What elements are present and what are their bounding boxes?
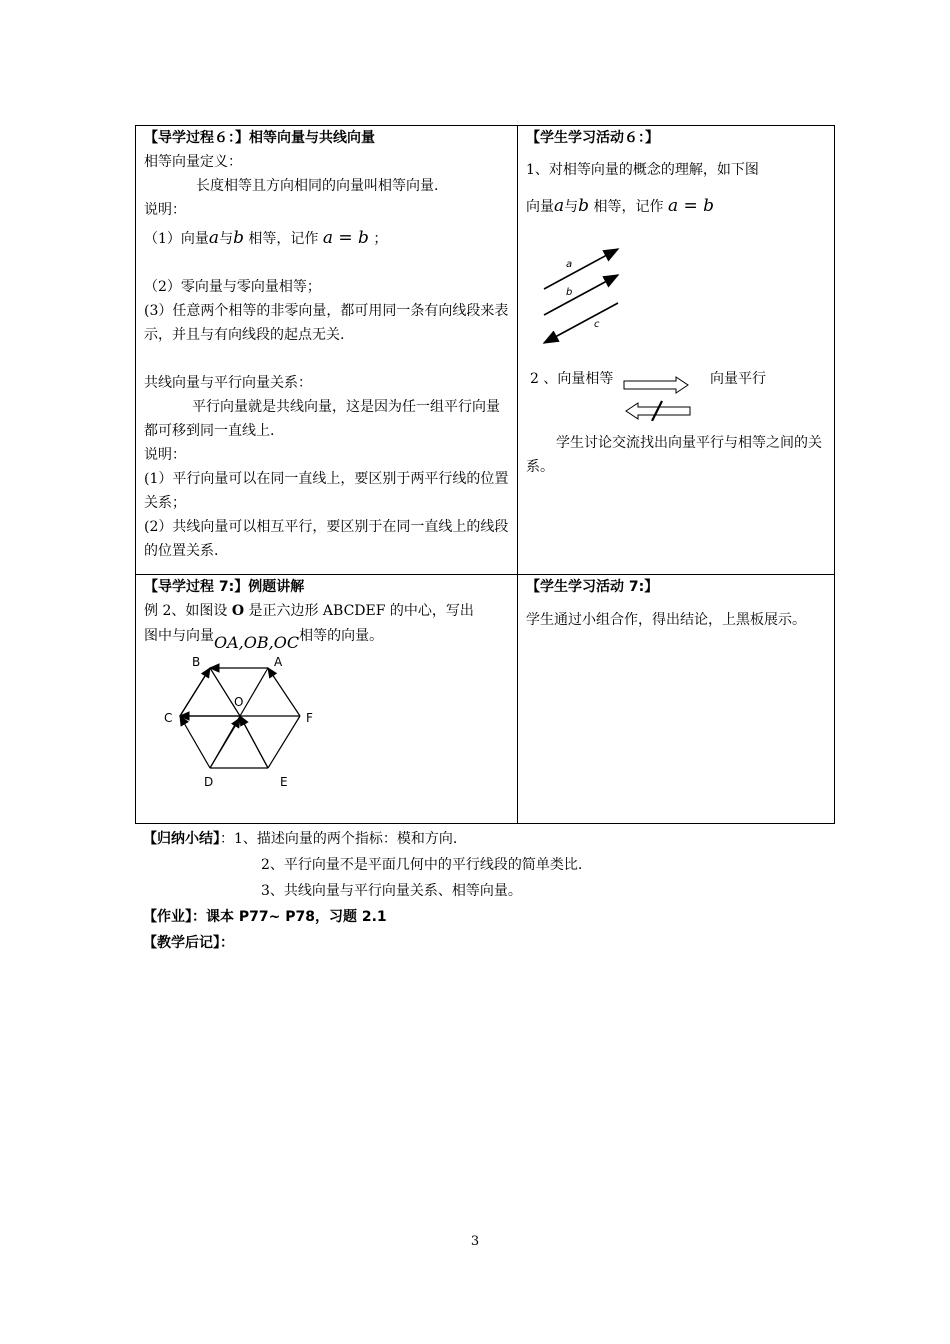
summary-item-1: ：1、描述向量的两个指标：模和方向. xyxy=(220,831,458,847)
page-number: 3 xyxy=(470,1234,480,1249)
implication-arrows xyxy=(622,371,702,421)
label-a: A xyxy=(274,656,283,669)
activity-7-text: 学生通过小组合作，得出结论，上黑板展示。 xyxy=(526,612,806,628)
footer-section xyxy=(143,826,582,956)
label-b: B xyxy=(192,656,201,669)
and-text: 与 xyxy=(564,199,579,215)
vector-b-symbol: b xyxy=(578,196,590,216)
activity-6-p1: 1、对相等向量的概念的理解，如下图 xyxy=(526,162,759,178)
guide-process-7-title: 【导学过程 7:】例题讲解 xyxy=(144,579,305,595)
relation-text: 平行向量就是共线向量，这是因为任一组平行向量都可移到同一直线上. xyxy=(144,399,500,439)
guide-process-7-cell xyxy=(136,575,518,824)
semicolon: ； xyxy=(373,231,388,247)
summary-item-2: 2、平行向量不是平面几何中的平行线段的简单类比. xyxy=(261,857,583,873)
vector-a-symbol: a xyxy=(554,196,565,216)
note-item-2: （2）零向量与零向量相等； xyxy=(144,279,321,295)
student-activity-6-cell xyxy=(518,126,835,575)
label-e: E xyxy=(280,775,288,789)
equal-vectors-label: 2 、向量相等 xyxy=(530,371,614,387)
label-b: b xyxy=(566,287,573,298)
student-activity-7-cell xyxy=(518,575,835,824)
note-item-1 xyxy=(144,226,509,251)
parallel-vectors-label: 向量平行 xyxy=(710,371,766,387)
vector-a-symbol: a xyxy=(208,228,220,248)
student-activity-6-title: 【学生学习活动６：】 xyxy=(526,130,659,146)
note2-item-2: (2）共线向量可以相互平行，要区别于在同一直线上的线段的位置关系. xyxy=(144,519,509,559)
label-o: O xyxy=(234,695,244,709)
student-activity-7-title: 【学生学习活动 7:】 xyxy=(526,579,659,595)
guide-process-6-title: 【导学过程６：】相等向量与共线向量 xyxy=(144,130,375,146)
lesson-table xyxy=(135,125,835,824)
right-arrow-icon xyxy=(624,377,688,393)
note2-item-1: (1）平行向量可以在同一直线上，要区别于两平行线的位置关系； xyxy=(144,471,509,511)
definition-text: 长度相等且方向相同的向量叫相等向量. xyxy=(196,178,439,194)
vector-expression: OA,OB,OC xyxy=(214,633,300,652)
equation-expr: a = b xyxy=(322,228,369,248)
example-text: 例 2、如图设 O 是正六边形 ABCDEF 的中心，写出 xyxy=(144,603,474,619)
equal-text: 相等，记作 xyxy=(248,231,319,247)
vector-a-arrow xyxy=(544,249,618,289)
label-c: C xyxy=(164,711,173,725)
equation-expr: a = b xyxy=(667,196,715,216)
teaching-notes-line: 【教学后记】： xyxy=(143,935,234,951)
equal-text: 相等，记作 xyxy=(593,199,664,215)
label-a: a xyxy=(566,259,573,270)
parallel-vectors-figure xyxy=(540,247,660,357)
note-label: 说明： xyxy=(144,202,186,218)
label-d: D xyxy=(204,775,214,789)
homework-line: 【作业】：课本 P77~ P78，习题 2.1 xyxy=(143,909,387,925)
note-item-1-text: （1）向量 xyxy=(144,231,209,247)
label-c: c xyxy=(594,319,600,330)
table-row xyxy=(136,126,835,575)
guide-process-6-cell xyxy=(136,126,518,575)
note2-label: 说明： xyxy=(144,447,186,463)
center-o: O xyxy=(231,603,245,619)
and-text: 与 xyxy=(219,231,234,247)
relation-label: 共线向量与平行向量关系： xyxy=(144,375,312,391)
example-text-2: 图中与向量OA,OB,OC相等的向量。 xyxy=(144,628,384,652)
discussion-text: 学生讨论交流找出向量平行与相等之间的关系。 xyxy=(526,435,822,475)
activity-6-p1b xyxy=(526,194,826,219)
vector-b-symbol: b xyxy=(233,228,244,248)
vector-text: 向量 xyxy=(526,199,554,215)
summary-item-3: 3、共线向量与平行向量关系、相等向量。 xyxy=(261,883,522,899)
table-row xyxy=(136,575,835,824)
label-f: F xyxy=(306,711,313,725)
relation-diagram xyxy=(526,363,826,423)
summary-line xyxy=(143,826,582,852)
hexagon-figure xyxy=(156,656,326,796)
definition-label: 相等向量定义： xyxy=(144,154,242,170)
summary-label: 【归纳小结】 xyxy=(143,831,220,847)
note-item-3: (3）任意两个相等的非零向量，都可用同一条有向线段来表示，并且与有向线段的起点无关. xyxy=(144,303,509,343)
